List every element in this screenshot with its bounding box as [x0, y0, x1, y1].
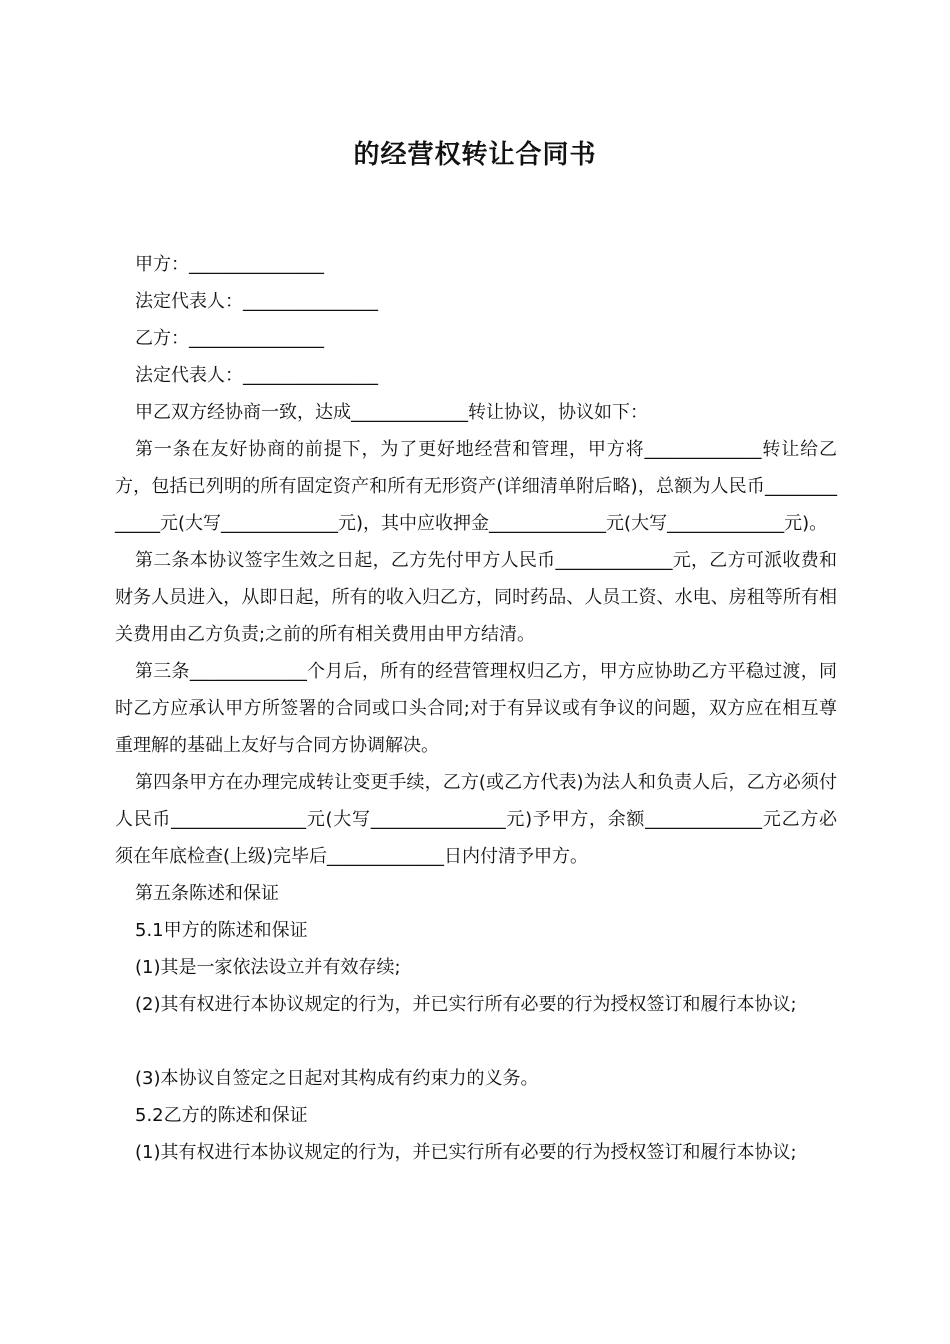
- party-a-line: 甲方：_______________: [135, 254, 324, 275]
- section-5-2-heading: 5.2乙方的陈述和保证: [135, 1105, 308, 1126]
- article-1: 第一条在友好协商的前提下，为了更好地经营和管理，甲方将_____________转让给乙方，包括已列明的所有固定资产和所有无形资产(详细清单附后略)，总额为人民币_____________元(大写_____________元)，其中应收押金_____________元(大写_____________元)。: [115, 439, 837, 534]
- document-body: [115, 246, 837, 1171]
- article-4: 第四条甲方在办理完成转让变更手续，乙方(或乙方代表)为法人和负责人后，乙方必须付人民币_______________元(大写_______________元)予甲方，余额_____________元乙方必须在年底检查(上级)完毕后_____________日内付清予甲方。: [115, 772, 837, 867]
- section-5-1-item-1: (1)其是一家依法设立并有效存续;: [135, 957, 401, 978]
- party-b-representative-line: 法定代表人：_______________: [135, 365, 378, 386]
- intro-paragraph: 甲乙双方经协商一致，达成_____________转让协议，协议如下：: [135, 402, 648, 423]
- document-title: 的经营权转让合同书: [353, 140, 597, 170]
- section-5-1-item-2: (2)其有权进行本协议规定的行为，并已实行所有必要的行为授权签订和履行本协议;: [135, 994, 797, 1015]
- party-b-line: 乙方：_______________: [135, 328, 324, 349]
- party-a-representative-line: 法定代表人：_______________: [135, 291, 378, 312]
- article-5-heading: 第五条陈述和保证: [135, 883, 279, 904]
- blank-spacer: [115, 1023, 837, 1060]
- section-5-1-heading: 5.1甲方的陈述和保证: [135, 920, 308, 941]
- article-3: 第三条_____________个月后，所有的经营管理权归乙方，甲方应协助乙方平稳过渡，同时乙方应承认甲方所签署的合同或口头合同;对于有异议或有争议的问题，双方应在相互尊重理解的基础上友好与合同方协调解决。: [115, 661, 837, 756]
- section-5-1-item-3: (3)本协议自签定之日起对其构成有约束力的义务。: [135, 1068, 539, 1089]
- article-2: 第二条本协议签字生效之日起，乙方先付甲方人民币_____________元，乙方可派收费和财务人员进入，从即日起，所有的收入归乙方，同时药品、人员工资、水电、房租等所有相关费用由乙方负责;之前的所有相关费用由甲方结清。: [115, 550, 837, 645]
- section-5-2-item-1: (1)其有权进行本协议规定的行为，并已实行所有必要的行为授权签订和履行本协议;: [135, 1142, 797, 1163]
